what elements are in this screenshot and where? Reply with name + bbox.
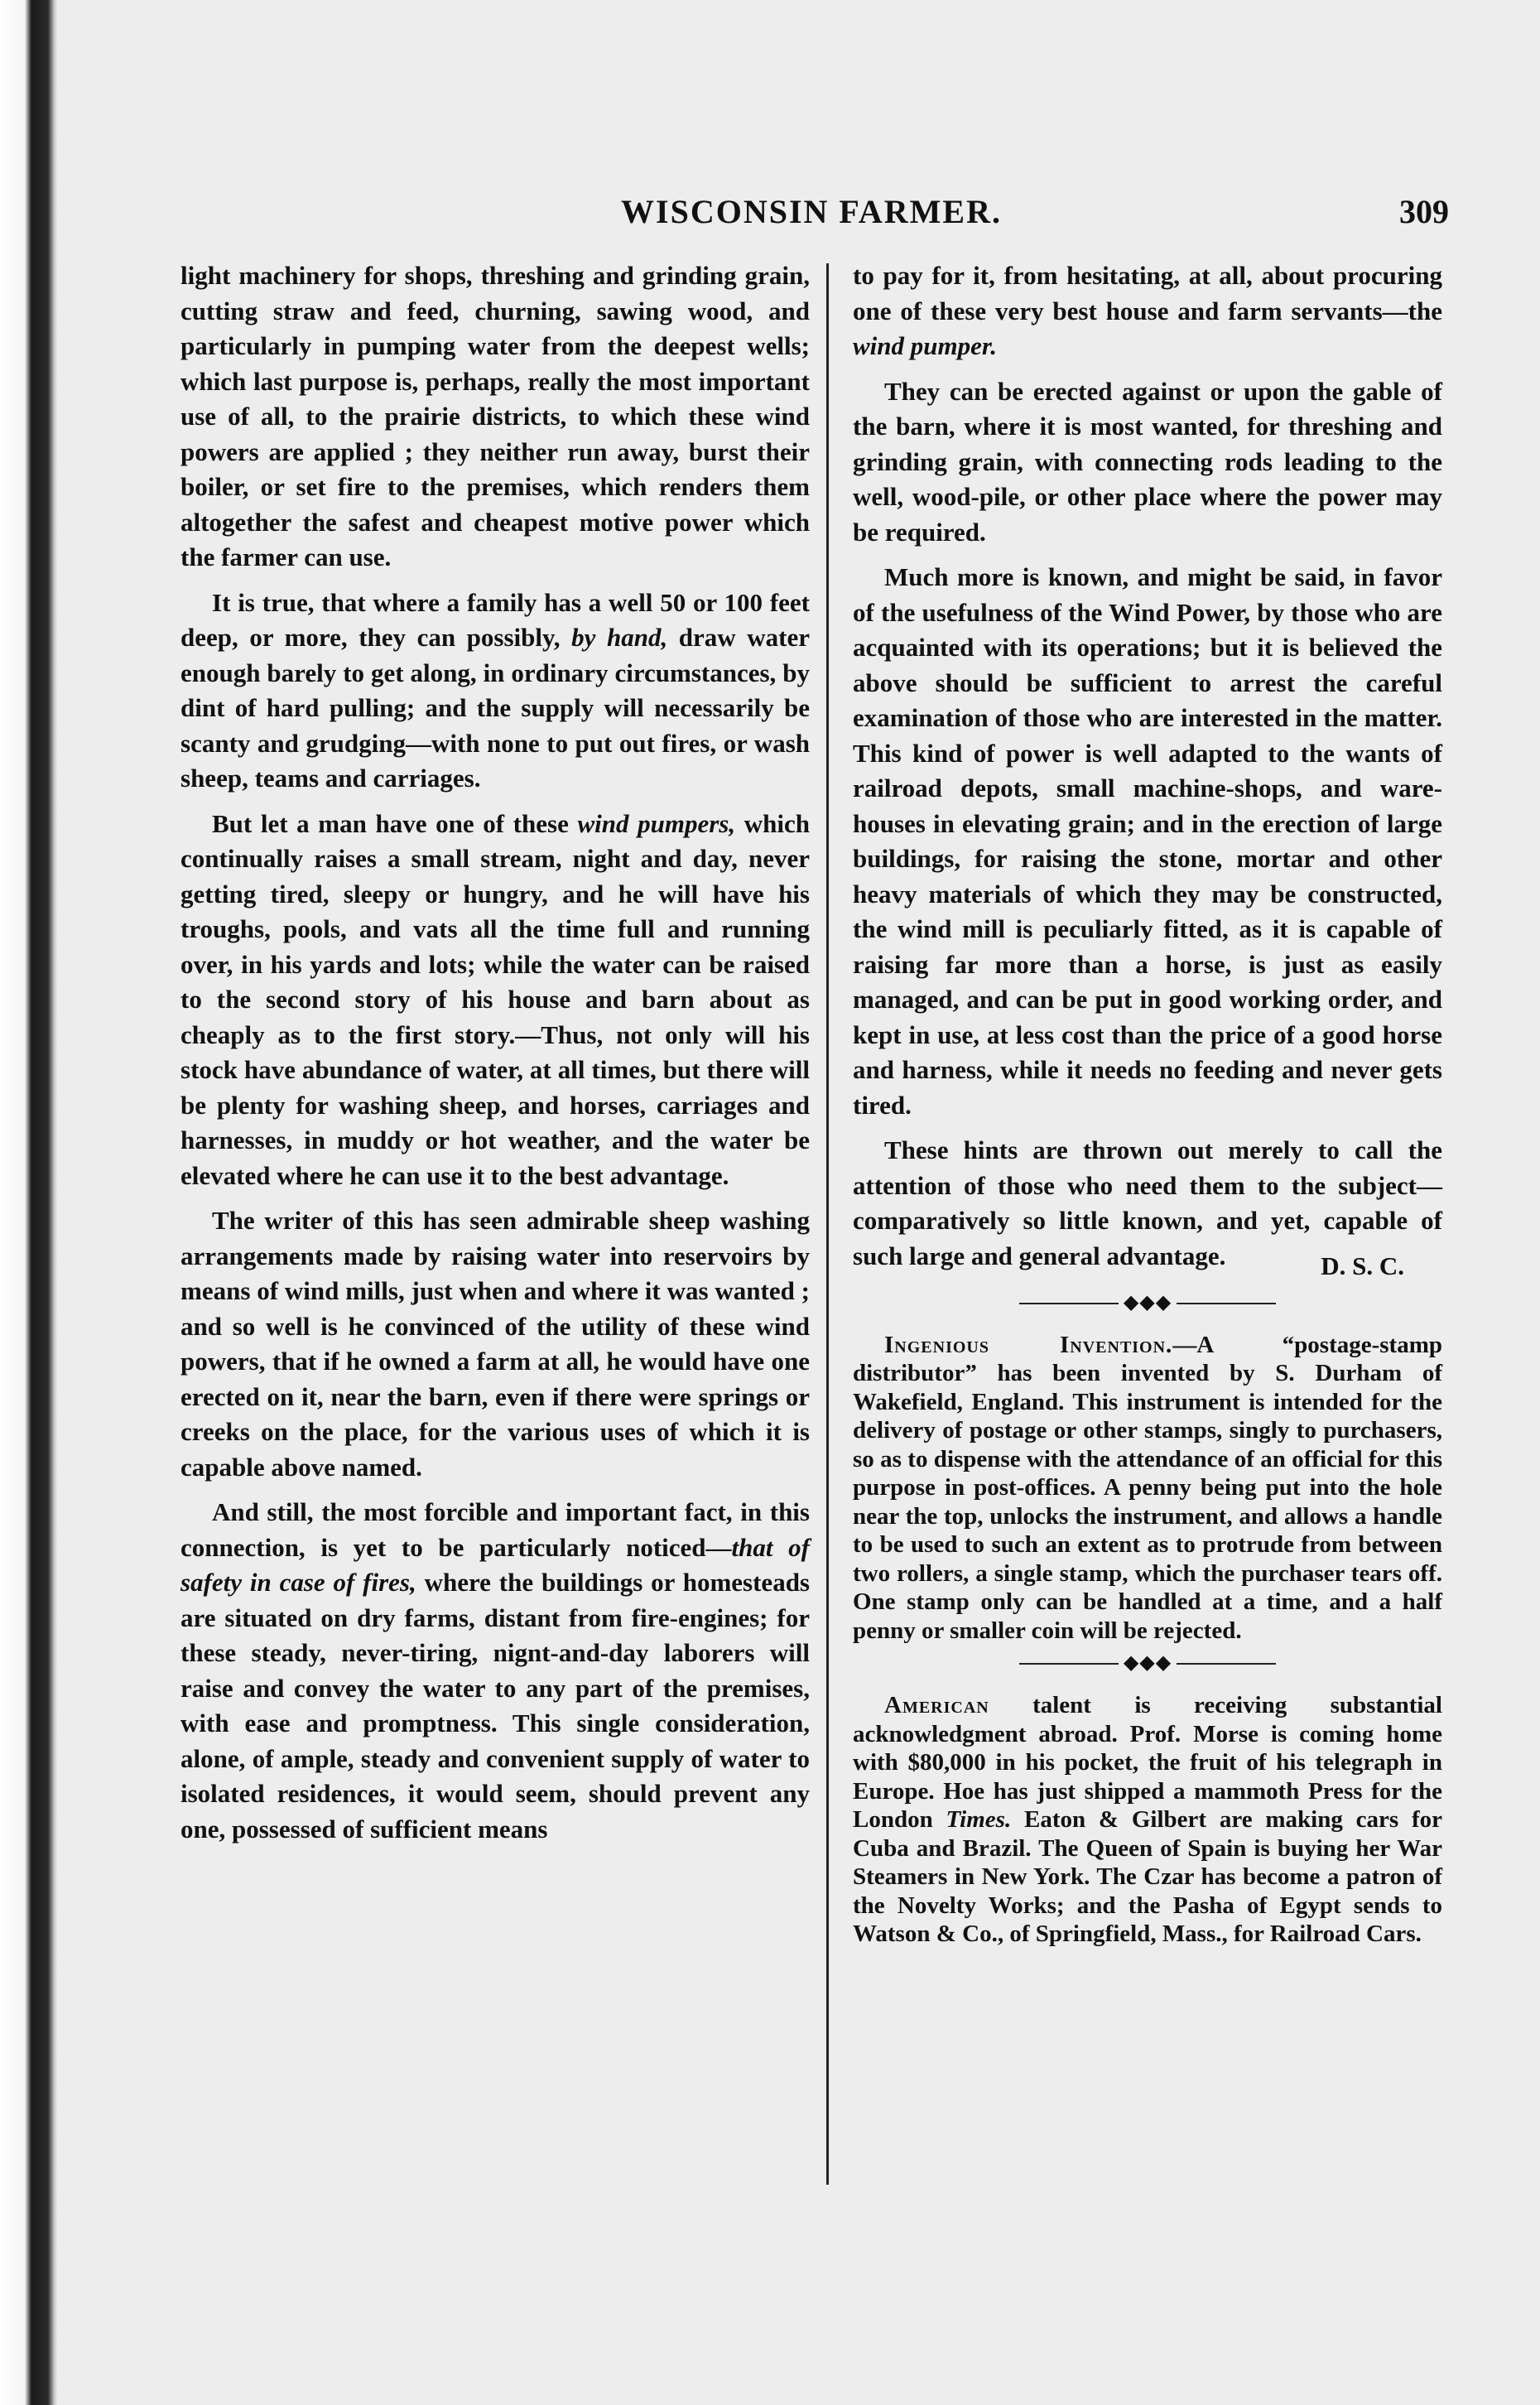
column-divider xyxy=(826,263,829,2185)
news-item-invention xyxy=(853,1331,1442,1646)
running-title: WISCONSIN FARMER. xyxy=(621,193,1002,230)
paragraph: to pay for it, from hesitating, at all, about procuring one of these very best house and farm servants—the wind pumper. xyxy=(853,261,1442,360)
item-lead: Ingenious Invention. xyxy=(884,1331,1173,1358)
signature: D. S. C. xyxy=(1321,1251,1404,1280)
book-page xyxy=(58,0,1540,2405)
paragraph: American talent is receiving substantial acknowledgment abroad. Prof. Morse is coming home with $80,000 in his pocket, the fruit of his telegraph in Europe. Hoe has just shipped a mammoth Press for the London Times. Eaton & Gilbert are making cars for Cuba and Brazil. The Queen of Spain is buying her War Steamers in New York. The Czar has become a patron of the Novelty Works; and the Pasha of Egypt sends to Watson & Co., of Springfield, Mass., for Railroad Cars. xyxy=(853,1692,1443,1947)
paragraph: It is true, that where a family has a well 50 or 100 feet deep, or more, they can possibly, by hand, draw water enough barely to get along, in ordinary circumstances, by dint of hard pulling; and the supply will necessarily be scanty and grudging—with none to put out fires, or wash sheep, teams and carriages. xyxy=(180,587,810,793)
item-lead: American xyxy=(884,1692,989,1718)
paragraph: Much more is known, and might be said, in favor of the usefulness of the Wind Power, by those who are acquainted with its operations; but it is believed the above should be sufficient to arrest the careful examination of those who are interested in the matter. This kind of power is well adapted to the wants of railroad depots, small machine-shops, and ware-houses in elevating grain; and in the erection of large buildings, for raising the stone, mortar and other heavy materials of which they may be constructed, the wind mill is peculiarly fitted, as it is capable of raising far more than a horse, is just as easily managed, and can be put in good working order, and kept in use, at less cost than the price of a good horse and harness, while it needs no feeding and never gets tired. xyxy=(853,562,1442,1120)
paragraph: light machinery for shops, threshing and grinding grain, cutting straw and feed, churning, sawing wood, and particularly in pumping water from the deepest wells; which last purpose is, perhaps, really the most important use of all, to the prairie districts, to which these wind powers are applied ; they neither run away, burst their boiler, or set fire to the premises, which renders them altogether the safest and cheapest motive power which the farmer can use. xyxy=(180,261,810,571)
section-ornament: ◆◆◆ xyxy=(853,1653,1442,1673)
paragraph: These hints are thrown out merely to call the attention of those who need them to the subject—comparatively so little known, and yet, capable of such large and general advantage. xyxy=(853,1135,1442,1270)
paragraph: But let a man have one of these wind pumpers, which continually raises a small stream, night and day, never getting tired, sleepy or hungry, and he will have his troughs, pools, and vats all the time full and running over, in his yards and lots; while the water can be raised to the second story of his house and barn about as cheaply as to the first story.—Thus, not only will his stock have abundance of water, at all times, but there will be plenty for washing sheep, and horses, carriages and harnesses, in muddy or hot weather, and the water be elevated where he can use it to the best advantage. xyxy=(180,808,810,1190)
page-number: 309 xyxy=(1399,193,1449,230)
paragraph: And still, the most forcible and important fact, in this connection, is yet to be particularly noticed—that of safety in case of fires, where the buildings or homesteads are situated on dry farms, distant from fire-engines; for these steady, never-tiring, nignt-and-day laborers will raise and convey the water to any part of the premises, with ease and promptness. This single consideration, alone, of ample, steady and convenient supply of water to isolated residences, it would seem, should prevent any one, possessed of sufficient means xyxy=(180,1497,810,1844)
page-header xyxy=(174,192,1449,234)
paragraph: They can be erected against or upon the gable of the barn, where it is most wanted, for threshing and grinding grain, with connecting rods leading to the well, wood-pile, or other place where the power may be required. xyxy=(853,376,1442,547)
news-item-american-talent xyxy=(853,1691,1442,1949)
left-column xyxy=(180,258,810,1857)
paragraph: Ingenious Invention.—A “postage-stamp distributor” has been invented by S. Durham of Wakefield, England. This instrument is intended for the delivery of postage or other stamps, singly to purchasers, so as to dispense with the attendance of an official for this purpose in post-offices. A penny being put into the hole near the top, unlocks the instrument, and allows a handle to be used to such an extent as to protrude from between two rollers, a single stamp, which the purchaser tears off. One stamp only can be handled at a time, and a half penny or smaller coin will be rejected. xyxy=(853,1331,1442,1644)
section-ornament: ◆◆◆ xyxy=(853,1293,1442,1313)
book-binding-edge xyxy=(0,0,58,2405)
paragraph: The writer of this has seen admirable sheep washing arrangements made by raising water into reservoirs by means of wind mills, just when and where it was wanted ; and so well is he convinced of the utility of these wind powers, that if he owned a farm at all, he would have one erected on it, near the barn, even if there were springs or creeks on the place, for the various uses of which it is capable above named. xyxy=(180,1206,810,1482)
right-column xyxy=(853,258,1442,1955)
